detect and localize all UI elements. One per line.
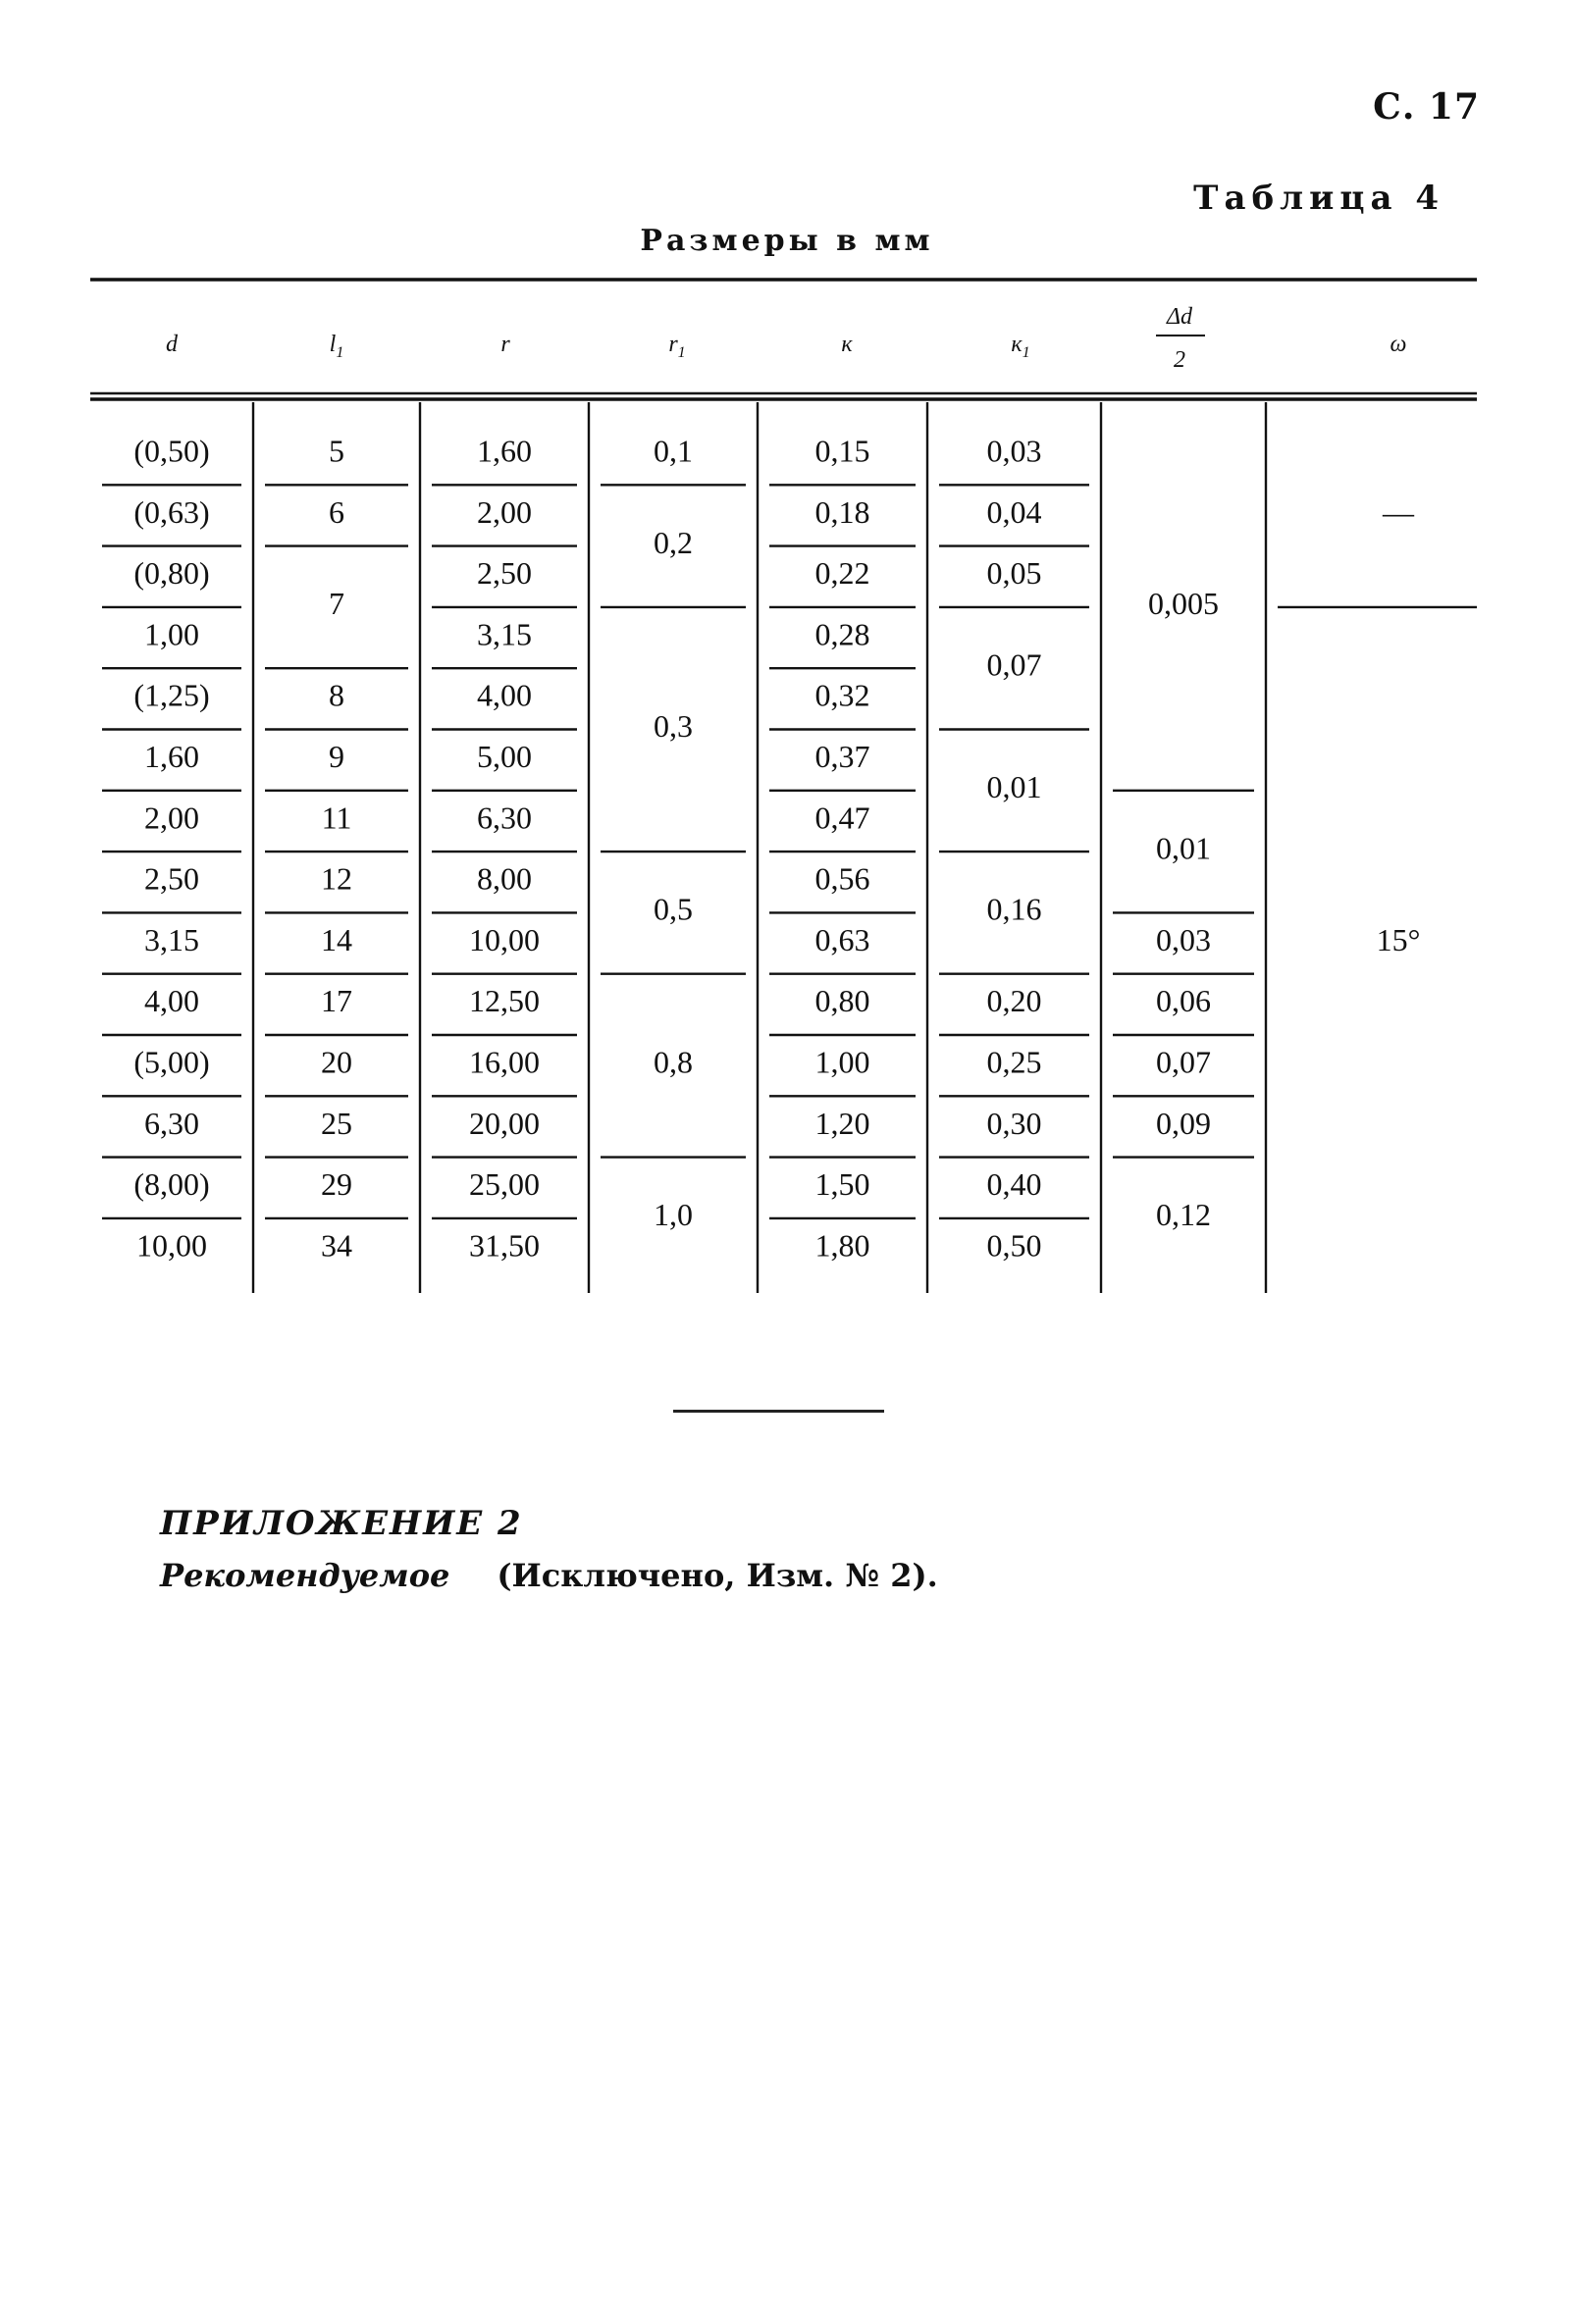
r-cell: 31,50 xyxy=(469,1227,540,1264)
omega-cell: — xyxy=(1383,493,1414,530)
header-l1: $l_1$ xyxy=(329,332,344,361)
omega-cell: 15° xyxy=(1376,921,1421,957)
dd-cell: 0,01 xyxy=(1156,830,1211,866)
r1-cell: 0,3 xyxy=(654,707,693,744)
l1-cell: 25 xyxy=(321,1105,352,1141)
k-cell: 0,47 xyxy=(814,800,870,836)
k1-cell: 0,07 xyxy=(986,646,1042,683)
r-cell: 10,00 xyxy=(469,921,540,957)
k-cell: 0,56 xyxy=(814,860,870,897)
k-cell: 1,50 xyxy=(814,1166,870,1203)
l1-cell: 8 xyxy=(329,677,344,713)
l1-cell: 5 xyxy=(329,433,344,469)
dd-cell: 0,12 xyxy=(1156,1197,1211,1233)
r1-cell: 0,5 xyxy=(654,891,693,927)
k1-cell: 0,30 xyxy=(986,1105,1042,1141)
d-cell: (5,00) xyxy=(133,1044,210,1080)
l1-cell: 6 xyxy=(329,493,344,530)
k1-cell: 0,20 xyxy=(986,983,1042,1019)
appendix-line xyxy=(160,1557,938,1594)
d-cell: (8,00) xyxy=(133,1166,210,1203)
l1-cell: 11 xyxy=(321,800,352,836)
header-d: d xyxy=(166,332,178,357)
k1-cell: 0,40 xyxy=(986,1166,1042,1203)
r-cell: 12,50 xyxy=(469,983,540,1019)
r1-cell: 1,0 xyxy=(654,1197,693,1233)
header-omega: ω xyxy=(1390,332,1407,357)
dd-cell: 0,06 xyxy=(1156,983,1211,1019)
dd-cell: 0,005 xyxy=(1148,586,1219,622)
dd-cell: 0,09 xyxy=(1156,1105,1211,1141)
r-cell: 2,00 xyxy=(477,493,532,530)
r-cell: 25,00 xyxy=(469,1166,540,1203)
appendix-note: (Исключено, Изм. № 2). xyxy=(497,1557,938,1594)
l1-cell: 14 xyxy=(321,921,352,957)
r-cell: 6,30 xyxy=(477,800,532,836)
k-cell: 0,15 xyxy=(814,433,870,469)
d-cell: 2,00 xyxy=(144,800,199,836)
l1-cell: 12 xyxy=(321,860,352,897)
d-cell: (1,25) xyxy=(133,677,210,713)
k-cell: 0,80 xyxy=(814,983,870,1019)
d-cell: (0,50) xyxy=(133,433,210,469)
table-body xyxy=(102,402,1477,1293)
table-caption: Таблица 4 xyxy=(1193,179,1444,218)
k1-cell: 0,05 xyxy=(986,555,1042,592)
k-cell: 0,63 xyxy=(814,921,870,957)
d-cell: 3,15 xyxy=(144,921,199,957)
k-cell: 1,20 xyxy=(814,1105,870,1141)
r-cell: 20,00 xyxy=(469,1105,540,1141)
d-cell: 6,30 xyxy=(144,1105,199,1141)
units-label: Размеры в мм xyxy=(640,224,934,258)
l1-cell: 34 xyxy=(321,1227,352,1264)
r-cell: 1,60 xyxy=(477,433,532,469)
r-cell: 3,15 xyxy=(477,616,532,652)
k-cell: 0,22 xyxy=(814,555,870,592)
dd-cell: 0,07 xyxy=(1156,1044,1211,1080)
header-r1: $r_1$ xyxy=(668,332,686,361)
header-dd-numerator: Δd xyxy=(1166,304,1193,330)
d-cell: 2,50 xyxy=(144,860,199,897)
r1-cell: 0,1 xyxy=(654,433,693,469)
r1-cell: 0,2 xyxy=(654,524,693,560)
k1-cell: 0,03 xyxy=(986,433,1042,469)
k1-cell: 0,25 xyxy=(986,1044,1042,1080)
l1-cell: 9 xyxy=(329,738,344,774)
k-cell: 1,80 xyxy=(814,1227,870,1264)
l1-cell: 7 xyxy=(329,586,344,622)
l1-cell: 17 xyxy=(321,983,352,1019)
k1-cell: 0,16 xyxy=(986,891,1042,927)
header-dd-denominator: 2 xyxy=(1174,347,1185,373)
d-cell: (0,80) xyxy=(133,555,210,592)
appendix-subtitle: Рекомендуемое xyxy=(160,1557,450,1594)
k1-cell: 0,04 xyxy=(986,493,1042,530)
l1-cell: 29 xyxy=(321,1166,352,1203)
d-cell: (0,63) xyxy=(133,493,210,530)
header-k: к xyxy=(841,332,853,357)
d-cell: 1,00 xyxy=(144,616,199,652)
header-k1: $к_1$ xyxy=(1011,332,1030,361)
k-cell: 0,28 xyxy=(814,616,870,652)
d-cell: 1,60 xyxy=(144,738,199,774)
appendix-title: ПРИЛОЖЕНИЕ 2 xyxy=(160,1504,523,1543)
k-cell: 0,18 xyxy=(814,493,870,530)
r-cell: 4,00 xyxy=(477,677,532,713)
r-cell: 8,00 xyxy=(477,860,532,897)
header-r: r xyxy=(500,332,510,357)
k-cell: 0,37 xyxy=(814,738,870,774)
r-cell: 5,00 xyxy=(477,738,532,774)
page-number: С. 17 xyxy=(1373,86,1480,128)
l1-cell: 20 xyxy=(321,1044,352,1080)
k-cell: 1,00 xyxy=(814,1044,870,1080)
section-divider xyxy=(673,1410,884,1413)
k-cell: 0,32 xyxy=(814,677,870,713)
r-cell: 16,00 xyxy=(469,1044,540,1080)
k1-cell: 0,01 xyxy=(986,769,1042,805)
d-cell: 4,00 xyxy=(144,983,199,1019)
d-cell: 10,00 xyxy=(136,1227,207,1264)
k1-cell: 0,50 xyxy=(986,1227,1042,1264)
dd-cell: 0,03 xyxy=(1156,921,1211,957)
r1-cell: 0,8 xyxy=(654,1044,693,1080)
r-cell: 2,50 xyxy=(477,555,532,592)
